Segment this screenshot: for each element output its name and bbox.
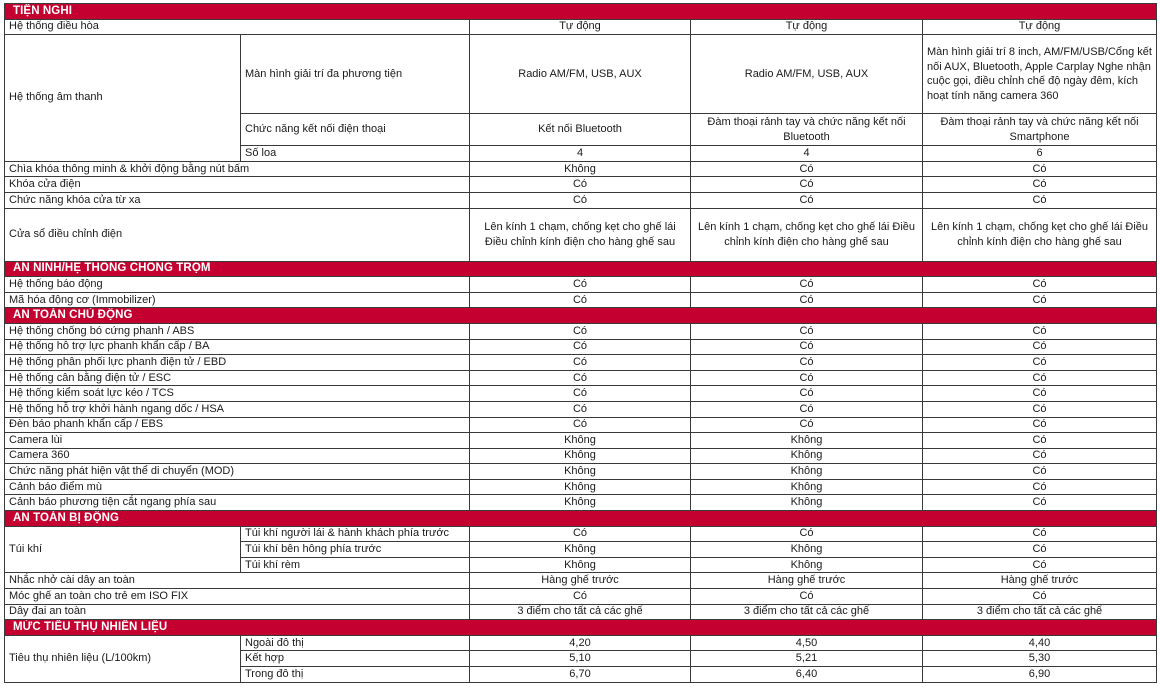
value-cell: 4,50: [691, 635, 923, 651]
row-sublabel: Kết hợp: [241, 651, 470, 667]
value-cell: Có: [470, 589, 691, 605]
row-sublabel: Trong đô thị: [241, 667, 470, 683]
row-label: Cảnh báo phương tiện cắt ngang phía sau: [5, 495, 470, 511]
value-cell: 5,30: [923, 651, 1157, 667]
value-cell: Có: [470, 526, 691, 542]
table-row: [5, 277, 1157, 293]
value-cell: Có: [691, 277, 923, 293]
section-title: AN TOÀN CHỦ ĐỘNG: [5, 308, 1157, 324]
value-cell: Có: [691, 386, 923, 402]
row-label: Móc ghế an toàn cho trẻ em ISO FIX: [5, 589, 470, 605]
table-row: [5, 177, 1157, 193]
value-cell: Có: [470, 323, 691, 339]
value-cell: Lên kính 1 chạm, chống kẹt cho ghế lái Điều chỉnh kính điện cho hàng ghế sau: [470, 208, 691, 261]
value-cell: Có: [923, 464, 1157, 480]
table-row: [5, 479, 1157, 495]
value-cell: Không: [470, 161, 691, 177]
value-cell: Lên kính 1 chạm, chống kẹt cho ghế lái Điều chỉnh kính điện cho hàng ghế sau: [691, 208, 923, 261]
table-row: [5, 635, 1157, 651]
value-cell: Có: [923, 292, 1157, 308]
value-cell: Có: [691, 526, 923, 542]
value-cell: Đàm thoại rảnh tay và chức năng kết nối Bluetooth: [691, 114, 923, 146]
value-cell: Có: [470, 355, 691, 371]
row-label: Hệ thống hỗ trợ khởi hành ngang dốc / HSA: [5, 401, 470, 417]
value-cell: Radio AM/FM, USB, AUX: [691, 35, 923, 114]
value-cell: Có: [923, 479, 1157, 495]
row-label: Túi khí: [5, 526, 241, 573]
value-cell: Có: [923, 177, 1157, 193]
table-row: [5, 401, 1157, 417]
section-header-an-toan-bi-dong: [5, 511, 1157, 527]
section-header-an-ninh: [5, 261, 1157, 277]
value-cell: 6: [923, 146, 1157, 162]
table-row: [5, 573, 1157, 589]
value-cell: Có: [923, 277, 1157, 293]
value-cell: 6,40: [691, 667, 923, 683]
row-label: Camera 360: [5, 448, 470, 464]
table-row: [5, 161, 1157, 177]
value-cell: Không: [470, 495, 691, 511]
table-row: [5, 208, 1157, 261]
row-sublabel: Túi khí người lái & hành khách phía trước: [241, 526, 470, 542]
table-row: [5, 417, 1157, 433]
table-row: [5, 604, 1157, 620]
value-cell: Có: [923, 386, 1157, 402]
value-cell: Có: [691, 177, 923, 193]
value-cell: 4: [470, 146, 691, 162]
row-label: Mã hóa động cơ (Immobilizer): [5, 292, 470, 308]
value-cell: Radio AM/FM, USB, AUX: [470, 35, 691, 114]
row-label: Hệ thống hỗ trợ lực phanh khẩn cấp / BA: [5, 339, 470, 355]
row-label: Hệ thống cân bằng điện tử / ESC: [5, 370, 470, 386]
value-cell: Không: [691, 433, 923, 449]
table-row: [5, 386, 1157, 402]
value-cell: 4: [691, 146, 923, 162]
value-cell: Đàm thoại rảnh tay và chức năng kết nối Smartphone: [923, 114, 1157, 146]
table-row: [5, 526, 1157, 542]
value-cell: Không: [691, 542, 923, 558]
value-cell: Có: [691, 355, 923, 371]
value-cell: Có: [470, 192, 691, 208]
value-cell: 5,10: [470, 651, 691, 667]
value-cell: Có: [470, 277, 691, 293]
value-cell: Không: [470, 448, 691, 464]
table-row: [5, 19, 1157, 35]
section-header-an-toan-chu-dong: [5, 308, 1157, 324]
row-label: Hệ thống phân phối lực phanh điện tử / EBD: [5, 355, 470, 371]
value-cell: Không: [691, 448, 923, 464]
value-cell: Có: [923, 495, 1157, 511]
value-cell: Lên kính 1 chạm, chống kẹt cho ghế lái Điều chỉnh kính điện cho hàng ghế sau: [923, 208, 1157, 261]
table-row: [5, 448, 1157, 464]
value-cell: Không: [691, 464, 923, 480]
row-sublabel: Túi khí bên hông phía trước: [241, 542, 470, 558]
table-row: [5, 370, 1157, 386]
value-cell: 6,70: [470, 667, 691, 683]
row-label: Chức năng khóa cửa từ xa: [5, 192, 470, 208]
value-cell: Có: [923, 557, 1157, 573]
value-cell: Không: [470, 479, 691, 495]
value-cell: 4,20: [470, 635, 691, 651]
value-cell: Có: [691, 161, 923, 177]
table-row: [5, 192, 1157, 208]
value-cell: Có: [923, 323, 1157, 339]
value-cell: Có: [923, 589, 1157, 605]
row-sublabel: Ngoài đô thị: [241, 635, 470, 651]
value-cell: Hàng ghế trước: [470, 573, 691, 589]
value-cell: Có: [923, 542, 1157, 558]
value-cell: Có: [923, 417, 1157, 433]
row-label: Khóa cửa điện: [5, 177, 470, 193]
value-cell: 5,21: [691, 651, 923, 667]
value-cell: Có: [923, 192, 1157, 208]
value-cell: Màn hình giải trí 8 inch, AM/FM/USB/Cổng kết nối AUX, Bluetooth, Apple Carplay Nghe nhận cuộc gọi, điều chỉnh chế độ ngày đêm, kích hoạt tính năng camera 360: [923, 35, 1157, 114]
table-row: [5, 292, 1157, 308]
value-cell: Có: [691, 417, 923, 433]
row-label: Nhắc nhở cài dây an toàn: [5, 573, 470, 589]
value-cell: Kết nối Bluetooth: [470, 114, 691, 146]
value-cell: Có: [923, 370, 1157, 386]
value-cell: Có: [923, 526, 1157, 542]
section-header-nhien-lieu: [5, 620, 1157, 636]
value-cell: Có: [470, 417, 691, 433]
value-cell: Không: [470, 464, 691, 480]
value-cell: 3 điểm cho tất cả các ghế: [691, 604, 923, 620]
row-label: Đèn báo phanh khẩn cấp / EBS: [5, 417, 470, 433]
value-cell: Không: [470, 542, 691, 558]
value-cell: Hàng ghế trước: [691, 573, 923, 589]
row-label: Cửa sổ điều chỉnh điện: [5, 208, 470, 261]
row-label: Cảnh báo điểm mù: [5, 479, 470, 495]
spec-table: [4, 3, 1157, 683]
value-cell: Có: [470, 177, 691, 193]
value-cell: Có: [470, 339, 691, 355]
value-cell: Có: [691, 292, 923, 308]
value-cell: Có: [691, 323, 923, 339]
table-row: [5, 35, 1157, 114]
value-cell: Có: [470, 292, 691, 308]
value-cell: Không: [691, 495, 923, 511]
value-cell: Có: [470, 370, 691, 386]
table-row: [5, 339, 1157, 355]
row-label: Hệ thống âm thanh: [5, 35, 241, 162]
value-cell: Có: [691, 589, 923, 605]
value-cell: Có: [691, 401, 923, 417]
row-sublabel: Túi khí rèm: [241, 557, 470, 573]
value-cell: 4,40: [923, 635, 1157, 651]
value-cell: Hàng ghế trước: [923, 573, 1157, 589]
value-cell: 3 điểm cho tất cả các ghế: [923, 604, 1157, 620]
row-label: Camera lùi: [5, 433, 470, 449]
value-cell: Tự động: [470, 19, 691, 35]
value-cell: 6,90: [923, 667, 1157, 683]
value-cell: Không: [470, 557, 691, 573]
section-title: MỨC TIÊU THỤ NHIÊN LIỆU: [5, 620, 1157, 636]
value-cell: Không: [691, 479, 923, 495]
value-cell: Tự động: [691, 19, 923, 35]
value-cell: Không: [691, 557, 923, 573]
value-cell: Có: [923, 339, 1157, 355]
section-header-tien-nghi: [5, 4, 1157, 20]
value-cell: Tự động: [923, 19, 1157, 35]
row-sublabel: Chức năng kết nối điện thoại: [241, 114, 470, 146]
row-label: Hệ thống chống bó cứng phanh / ABS: [5, 323, 470, 339]
section-title: TIỆN NGHI: [5, 4, 1157, 20]
value-cell: Có: [923, 448, 1157, 464]
value-cell: Có: [923, 355, 1157, 371]
value-cell: Có: [470, 386, 691, 402]
row-label: Dây đai an toàn: [5, 604, 470, 620]
table-row: [5, 433, 1157, 449]
section-title: AN NINH/HỆ THỐNG CHỐNG TRỘM: [5, 261, 1157, 277]
table-row: [5, 323, 1157, 339]
value-cell: Có: [923, 433, 1157, 449]
row-label: Chức năng phát hiện vật thể di chuyển (MOD): [5, 464, 470, 480]
row-sublabel: Số loa: [241, 146, 470, 162]
value-cell: Không: [470, 433, 691, 449]
table-row: [5, 495, 1157, 511]
value-cell: Có: [923, 161, 1157, 177]
value-cell: Có: [923, 401, 1157, 417]
row-label: Chìa khóa thông minh & khởi động bằng nút bấm: [5, 161, 470, 177]
value-cell: Có: [691, 339, 923, 355]
row-label: Hệ thống kiểm soát lực kéo / TCS: [5, 386, 470, 402]
value-cell: 3 điểm cho tất cả các ghế: [470, 604, 691, 620]
section-title: AN TOÀN BỊ ĐỘNG: [5, 511, 1157, 527]
value-cell: Có: [691, 192, 923, 208]
row-label: Hệ thống báo động: [5, 277, 470, 293]
table-row: [5, 464, 1157, 480]
table-row: [5, 589, 1157, 605]
value-cell: Có: [470, 401, 691, 417]
row-sublabel: Màn hình giải trí đa phương tiện: [241, 35, 470, 114]
row-label: Hệ thống điều hòa: [5, 19, 470, 35]
value-cell: Có: [691, 370, 923, 386]
table-row: [5, 355, 1157, 371]
row-label: Tiêu thụ nhiên liệu (L/100km): [5, 635, 241, 682]
